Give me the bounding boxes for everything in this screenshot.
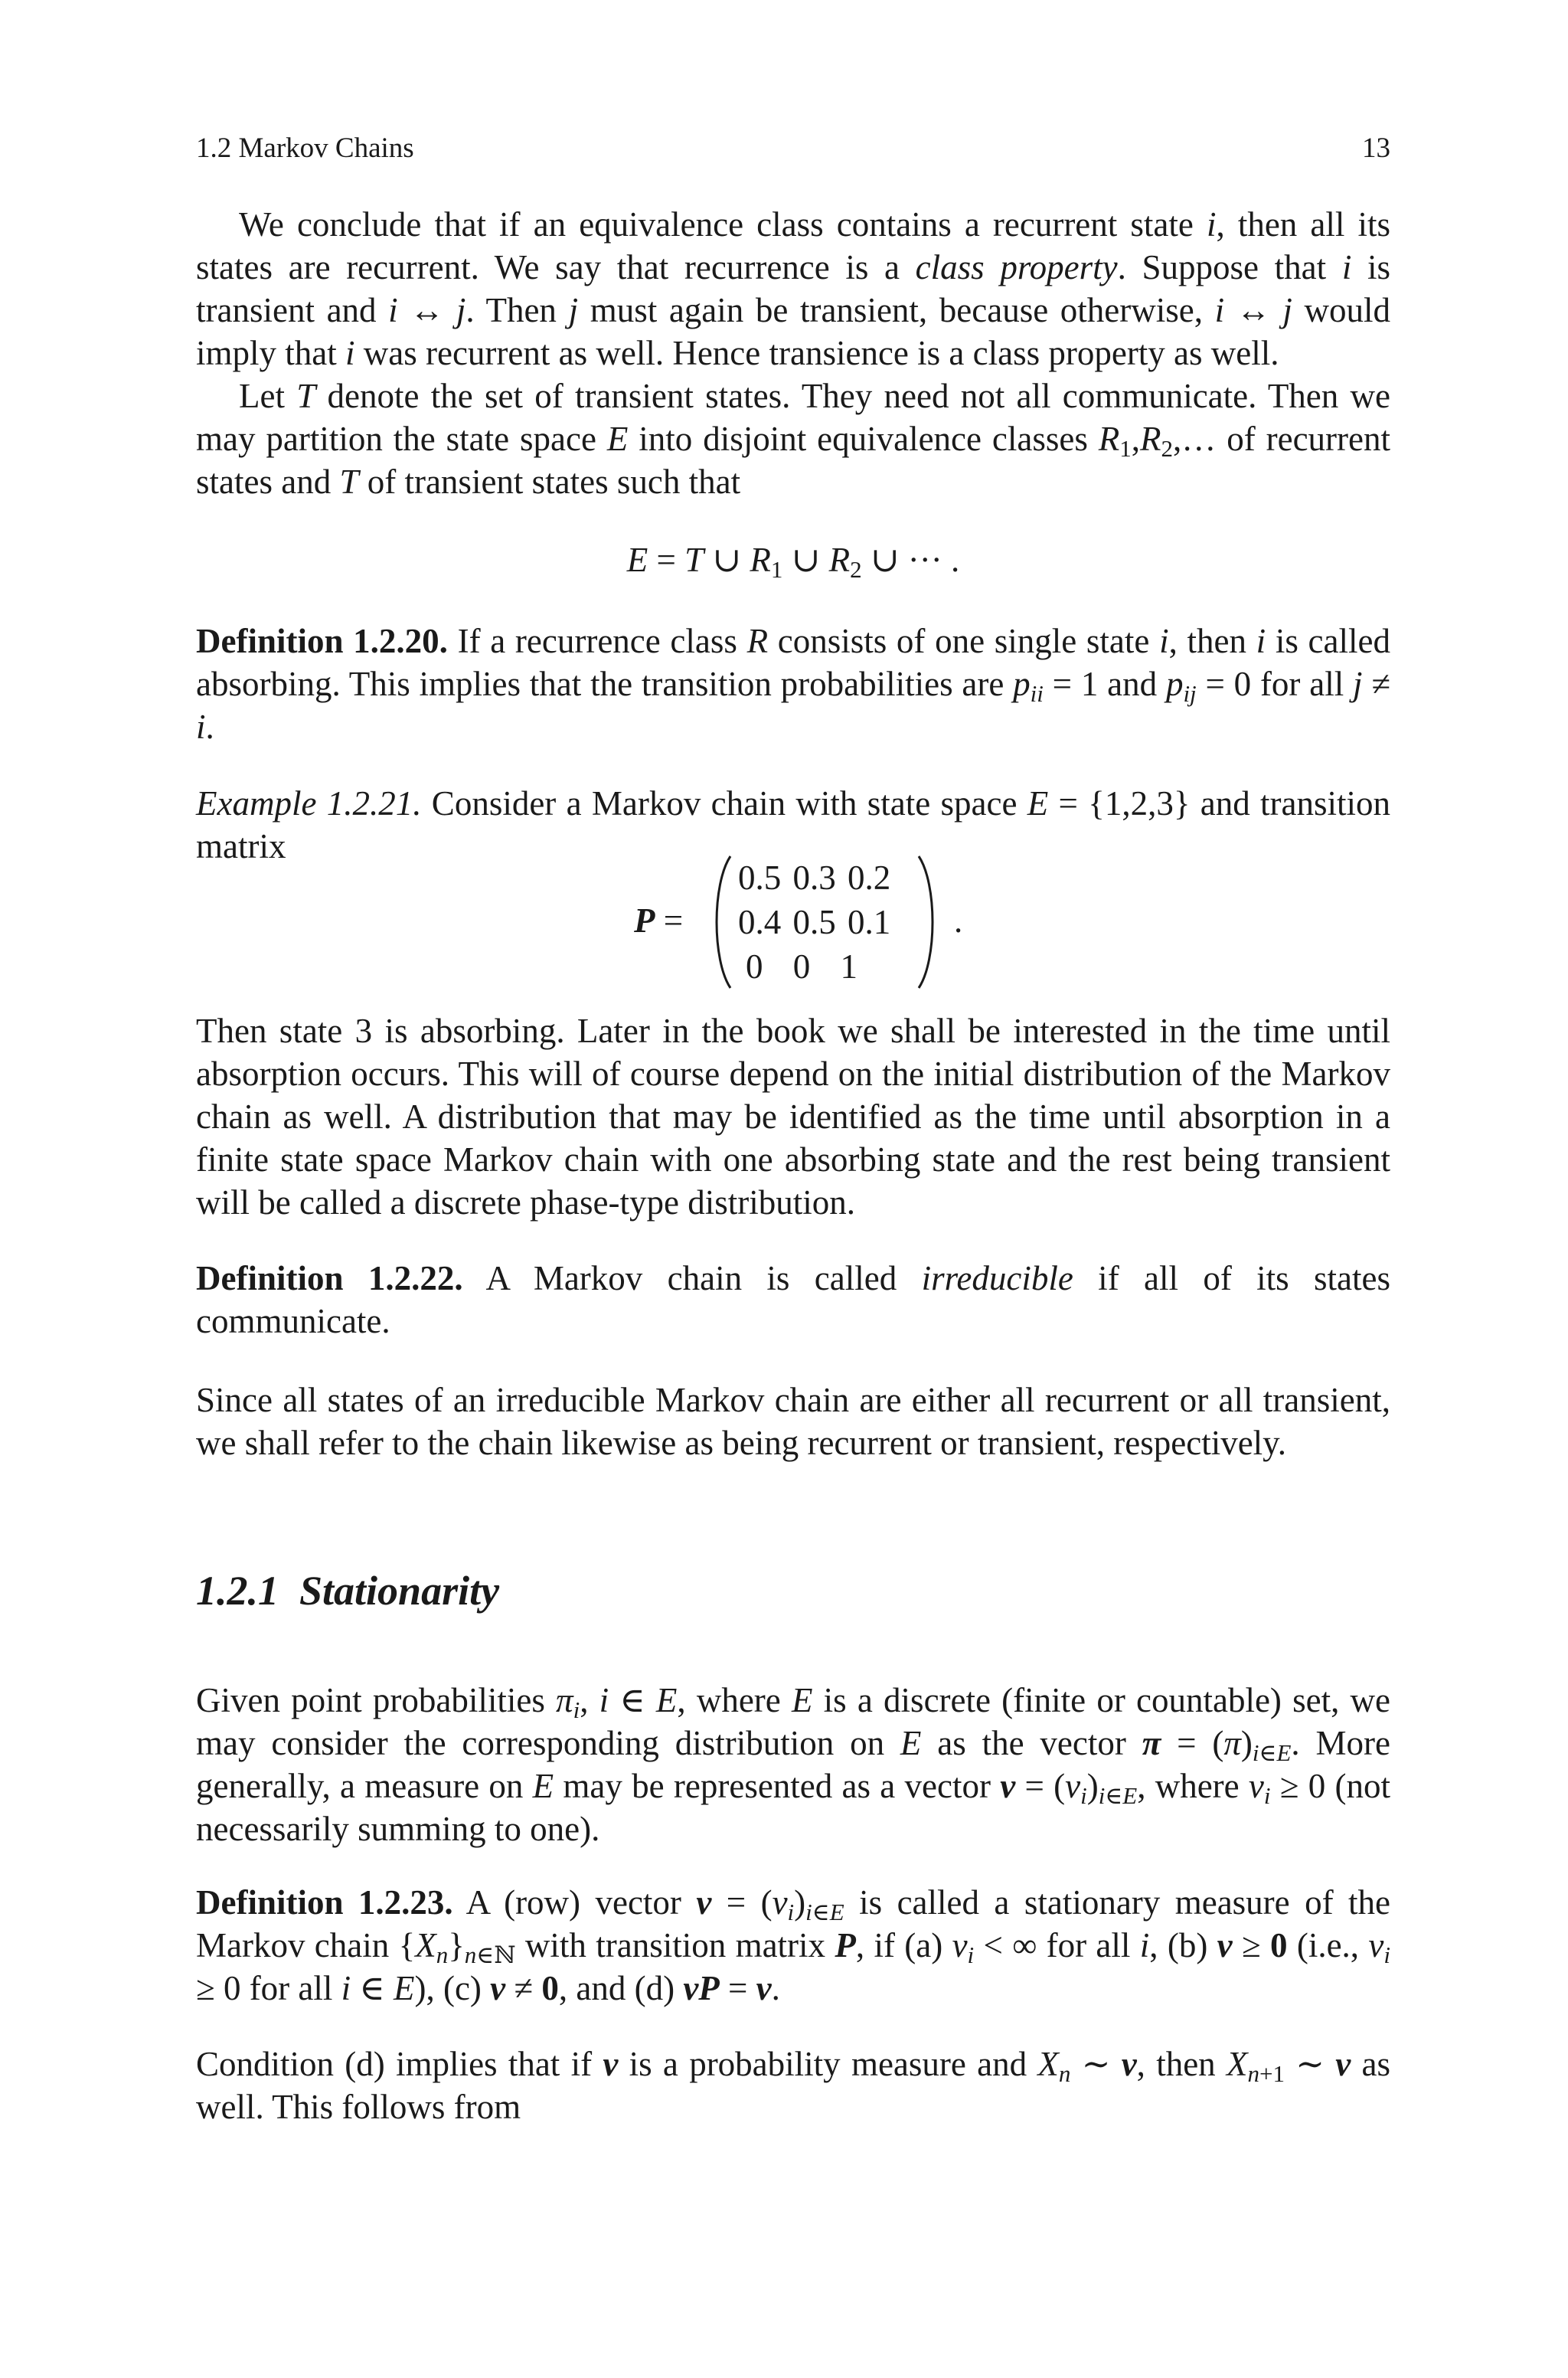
paragraph-class-property: We conclude that if an equivalence class contains a recurrent state i, then all its states are recurrent. We say that recurrence is a class property. Suppose that i is transient and i ↔ j. Then j must again be transient, because otherwise, i ↔ j would imply that i was recurrent as well. Hence transience is a class property as well. xyxy=(196,205,1391,372)
matrix-row: 0.5 0.3 0.2 xyxy=(738,859,891,897)
section-heading: 1.2.1 Stationarity xyxy=(196,1568,500,1614)
definition-1-2-22: Definition 1.2.22. A Markov chain is called irreducible if all of its states communicate. xyxy=(196,1259,1390,1340)
right-paren-icon xyxy=(916,853,940,991)
matrix-row: 0 0 1 xyxy=(746,947,858,986)
example-1-2-21: Example 1.2.21. Consider a Markov chain with state space E = {1,2,3} and transition matrix xyxy=(196,784,1391,865)
example-label: Example 1.2.21. xyxy=(196,784,422,823)
matrix-lhs: P = xyxy=(634,901,684,940)
paragraph-irreducible: Since all states of an irreducible Markov chain are either all recurrent or all transient, we shall refer to the chain likewise as being recurrent or transient, respectively. xyxy=(196,1381,1390,1462)
left-paren-icon xyxy=(709,853,733,991)
definition-1-2-23: Definition 1.2.23. A (row) vector $\nu = (\nu_i)_{i\in E}$ is called a stationary measure of the Markov chain $\{X_n\}_{n\in ℕ}$ with transition matrix P, if (a) $\nu_i$ < ∞ for all i, (b) ν ≥ 0 (i.e., $\nu_i \ge 0$ for all i ∈ E), (c) ν ≠ 0, and (d) νP = ν. xyxy=(196,1883,1390,2007)
matrix-row: 0.4 0.5 0.1 xyxy=(738,903,891,941)
paragraph-point-probabilities: Given point probabilities $\pi_i$, i ∈ E, where E is a discrete (finite or countable) set, we may consider the corresponding distribution on E as the vector $\pi = (\pi)_{i\in E}$. More generally, a measure on E may be represented as a vector $\nu = (\nu_i)_{i\in E}$, where $\nu_i \ge 0$ (not necessarily summing to one). xyxy=(196,1681,1391,1848)
running-header xyxy=(196,132,1390,165)
running-title: 1.2 Markov Chains xyxy=(196,132,414,164)
page-number: 13 xyxy=(1362,132,1390,164)
paragraph-condition-d: Condition (d) implies that if ν is a probability measure and $X_n$ ∼ ν, then $X_{n+1}$ ∼ ν as well. This follows from xyxy=(196,2045,1390,2126)
transition-matrix: P = 0.5 0.3 0.2 0.4 0.5 0.1 0 0 1 . xyxy=(196,853,1390,999)
definition-label: Definition 1.2.23. xyxy=(196,1883,453,1922)
definition-label: Definition 1.2.20. xyxy=(196,622,448,660)
definition-1-2-20: Definition 1.2.20. If a recurrence class R consists of one single state i, then i is called absorbing. This implies that the transition probabilities are $p_{ii} = 1$ and $p_{ij} = 0$ for all j ≠ i. xyxy=(196,622,1391,746)
paragraph-partition: Let T denote the set of transient states. They need not all communicate. Then we may partition the state space E into disjoint equivalence classes $R_1,R_2,\dots$ of recurrent states and T of transient states such that xyxy=(196,377,1391,501)
definition-label: Definition 1.2.22. xyxy=(196,1259,463,1297)
paragraph-absorption: Then state 3 is absorbing. Later in the book we shall be interested in the time until absorption occurs. This will of course depend on the initial distribution of the Markov chain as well. A distribution that may be identified as the time until absorption in a finite state space Markov chain with one absorbing state and the rest being transient will be called a discrete phase-type distribution. xyxy=(196,1012,1390,1222)
equation-partition: E = T ∪ $R_1$ ∪ $R_2$ ∪ ··· . xyxy=(626,541,960,583)
